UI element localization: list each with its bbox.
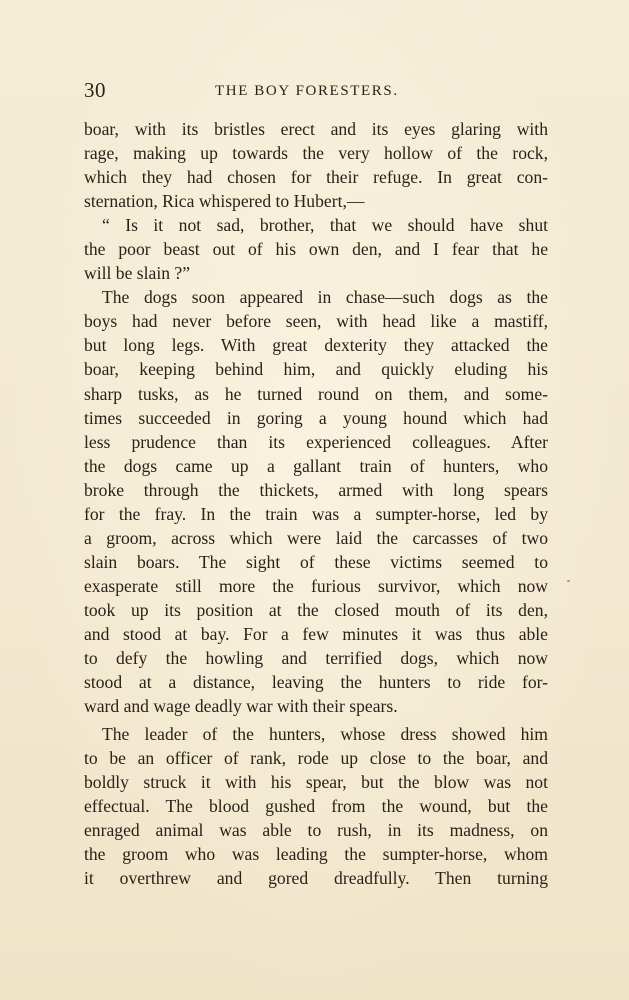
- text-line: it overthrew and gored dreadfully. Then turning: [84, 868, 548, 889]
- text-line: a groom, across which were laid the carcasses of two: [84, 527, 548, 548]
- text-line: effectual. The blood gushed from the wound, but the: [84, 796, 548, 817]
- text-line: the poor beast out of his own den, and I fear that he: [84, 239, 548, 260]
- text-line: enraged animal was able to rush, in its madness, on: [84, 820, 548, 841]
- text-line: took up its position at the closed mouth of its den,: [84, 599, 548, 620]
- text-line: “ Is it not sad, brother, that we should have shut: [102, 215, 548, 236]
- text-line: The dogs soon appeared in chase—such dogs as the: [102, 287, 548, 308]
- text-line: slain boars. The sight of these victims seemed to: [84, 551, 548, 572]
- page-number: 30: [84, 78, 106, 102]
- text-line: exasperate still more the furious survivor, which now: [84, 575, 548, 596]
- text-line: but long legs. With great dexterity they attacked the: [84, 335, 548, 356]
- paragraph: [84, 285, 548, 718]
- text-line: which they had chosen for their refuge. In great con-: [84, 167, 548, 188]
- text-line: to be an officer of rank, rode up close to the boar, and: [84, 748, 548, 769]
- text-line: boar, keeping behind him, and quickly eluding his: [84, 359, 548, 380]
- text-line: rage, making up towards the very hollow of the rock,: [84, 143, 548, 164]
- text-line: sternation, Rica whispered to Hubert,—: [84, 191, 365, 212]
- text-line: the groom who was leading the sumpter-horse, whom: [84, 844, 548, 865]
- running-title: THE BOY FORESTERS.: [215, 83, 399, 99]
- text-line: and stood at bay. For a few minutes it was thus able: [84, 623, 548, 644]
- text-line: stood at a distance, leaving the hunters to ride for-: [84, 672, 548, 693]
- text-line: will be slain ?”: [84, 263, 191, 284]
- paragraph: [84, 117, 548, 213]
- text-line: times succeeded in goring a young hound which had: [84, 407, 548, 428]
- paragraph: [84, 213, 548, 285]
- body-text: [84, 117, 548, 891]
- text-line: ward and wage deadly war with their spears.: [84, 696, 398, 717]
- running-header: [84, 79, 548, 103]
- text-line: less prudence than its experienced colleagues. After: [84, 431, 548, 452]
- text-line: boar, with its bristles erect and its eyes glaring with: [84, 119, 548, 139]
- paper-speck: [567, 580, 570, 582]
- paragraph: [84, 722, 548, 890]
- text-line: sharp tusks, as he turned round on them, and some-: [84, 383, 548, 404]
- text-line: for the fray. In the train was a sumpter-horse, led by: [84, 503, 548, 524]
- text-line: The leader of the hunters, whose dress showed him: [102, 724, 548, 745]
- text-line: boys had never before seen, with head like a mastiff,: [84, 311, 548, 332]
- text-line: broke through the thickets, armed with long spears: [84, 479, 548, 500]
- text-line: boldly struck it with his spear, but the blow was not: [84, 772, 548, 793]
- text-line: the dogs came up a gallant train of hunters, who: [84, 455, 548, 476]
- text-line: to defy the howling and terrified dogs, which now: [84, 648, 548, 669]
